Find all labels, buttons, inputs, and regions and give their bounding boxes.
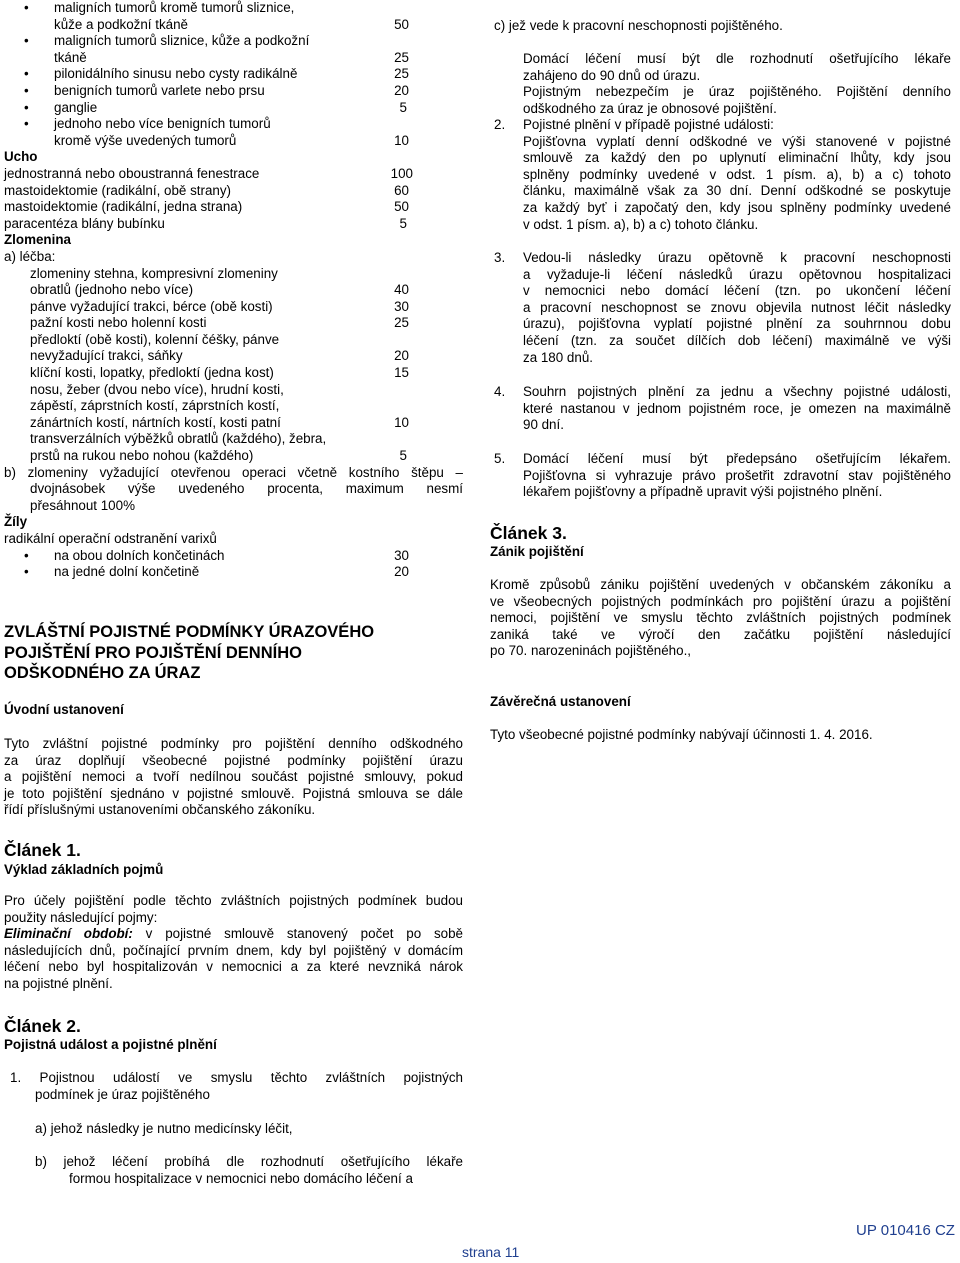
paragraph-line: a pojištění nemoci a tvoří nedílnou součást pojistné smlouvy, pokud (4, 769, 463, 785)
percent-value: 15 (394, 365, 409, 381)
benefit-label: a) léčba: (4, 248, 56, 264)
document-code: UP 010416 CZ (856, 1222, 955, 1239)
bullet-icon: • (24, 564, 29, 580)
article-2-subtitle: Pojistná událost a pojistné plnění (4, 1037, 217, 1052)
benefit-label: maligních tumorů kromě tumorů sliznice, (54, 0, 295, 15)
article-2-item-1 (10, 1070, 463, 1103)
article-3-title: Článek 3. (490, 523, 567, 543)
percent-value: 40 (394, 282, 409, 298)
paragraph-line: Kromě způsobů zániku pojištění uvedených v občanském zákoníku a (490, 577, 951, 592)
paragraph-line: zahájeno do 90 dnů od úrazu. (523, 67, 701, 83)
section-heading: Ucho (4, 149, 38, 165)
paragraph-line: úrazu), pojišťovna vyplatí pojistné plnění za souhrnnou dobu (523, 316, 951, 332)
percent-value: 5 (399, 215, 407, 231)
benefit-table (4, 0, 464, 581)
benefit-row (4, 100, 464, 117)
paragraph-line: a pracovní neschopnost se znovu objevila nutnost léčit následky (523, 299, 951, 315)
article-3-text (490, 577, 951, 660)
benefit-label: tkáně (54, 49, 87, 65)
percent-value: 100 (390, 165, 413, 181)
paragraph-line: podmínek je úraz pojištěného (35, 1086, 210, 1102)
paragraph-line: Pojišťovna si vyhrazuje právo prošetřit zdravotní stav pojištěného (523, 467, 951, 483)
benefit-row (4, 183, 464, 200)
benefit-label: nevyžadující trakci, sáňky (30, 348, 183, 364)
paragraph-line: řídí příslušnými ustanoveními občanského zákoníku. (4, 802, 316, 818)
item-5-number: 5. (494, 451, 506, 466)
benefit-row (4, 83, 464, 100)
percent-value: 10 (394, 414, 409, 430)
percent-value: 30 (394, 547, 409, 563)
benefit-row (4, 448, 464, 465)
benefit-row (4, 0, 464, 17)
section-heading: Zlomenina (4, 232, 71, 248)
paragraph-line: splněny podmínky uvedené v odst. 1 písm. a), b) a c) tohoto (523, 166, 951, 182)
benefit-label: klíční kosti, lopatky, předloktí (jedna kost) (30, 365, 274, 381)
paragraph-line: léčení (tzn. za součet dílčích dob léčení) maximálně ve výši (523, 332, 951, 348)
article-3-subtitle: Zánik pojištění (490, 544, 584, 559)
item-4-number: 4. (494, 384, 506, 399)
paragraph-line: ve všeobecných pojistných podmínkách pro pojištění úrazu a pojištění (490, 593, 951, 609)
benefit-label: radikální operační odstranění varixů (4, 531, 217, 546)
benefit-label: předloktí (obě kosti), kolenní čéšky, pánve (30, 331, 280, 347)
paragraph-line: na pojistné plnění. (4, 975, 113, 991)
percent-value: 25 (394, 49, 409, 65)
percent-value: 20 (394, 348, 409, 364)
home-treatment-paragraph (523, 51, 951, 117)
benefit-label: prstů na rukou nebo nohou (každého) (30, 448, 254, 464)
section-title-line: POJIŠTĚNÍ PRO POJIŠTĚNÍ DENNÍHO (4, 643, 302, 662)
benefit-label: maligních tumorů sliznice, kůže a podkožní (54, 33, 310, 49)
benefit-row (4, 431, 464, 448)
benefit-label: na obou dolních končetinách (54, 547, 225, 563)
benefit-row (4, 564, 464, 581)
paragraph-line: za 180 dnů. (523, 349, 593, 365)
bullet-icon: • (24, 99, 29, 115)
percent-value: 25 (394, 315, 409, 331)
paragraph-line: je toto pojištění sjednáno v pojistné smlouvě. Pojistná smlouva se dále (4, 785, 463, 801)
paragraph-line: b) jehož léčení probíhá dle rozhodnutí ošetřujícího lékaře (35, 1154, 463, 1169)
benefit-label: jednostranná nebo oboustranná fenestrace (4, 165, 260, 181)
paragraph-line: použity následující pojmy: (4, 909, 158, 925)
bullet-icon: • (24, 33, 29, 49)
definition-text: v pojistné smlouvě stanovený počet po sobě (132, 926, 463, 942)
section-heading-row (4, 232, 464, 249)
benefit-label: mastoidektomie (radikální, jedna strana) (4, 199, 243, 215)
article-2-title: Článek 2. (4, 1016, 81, 1036)
benefit-label: na jedné dolní končetině (54, 564, 200, 580)
benefit-row (4, 548, 464, 565)
item-2-text (523, 117, 951, 233)
section-heading: Žíly (4, 514, 28, 530)
paragraph-line: smlouvě za každý den po uplynutí eliminační lhůty, kdy jsou (523, 150, 951, 166)
paragraph-line: za úraz doplňují všeobecné pojistné podmínky pojištění úrazu (4, 752, 463, 768)
item-3-number: 3. (494, 250, 506, 265)
section-heading-row (4, 514, 464, 531)
benefit-label: pánve vyžadující trakci, bérce (obě kosti) (30, 298, 273, 314)
benefit-row (4, 415, 464, 432)
item-4-text (523, 384, 951, 434)
definition-term: Eliminační období: (4, 926, 133, 942)
paragraph-line: Pojistné plnění v případě pojistné události: (523, 117, 774, 132)
benefit-label: paracentéza blány bubínku (4, 215, 165, 231)
paragraph-line: Pojistným nebezpečím je úraz pojištěného. Pojištění denního (523, 84, 951, 100)
benefit-label: jednoho nebo více benigních tumorů (54, 116, 271, 132)
intro-paragraph (4, 736, 463, 819)
paragraph-line: v odst. 1 písm. a), b) a c) tohoto článku. (523, 216, 759, 232)
percent-value: 5 (399, 448, 407, 464)
item-3-text (523, 250, 951, 366)
paragraph-line: zaniká také ve výročí den začátku pojištění následující (490, 626, 951, 642)
paragraph-line: léčení nebo byl hospitalizován v nemocnici a za které nevzniká nárok (4, 959, 463, 975)
benefit-row (4, 66, 464, 83)
paragraph-line: formou hospitalizace v nemocnici nebo domácího léčení a (69, 1170, 413, 1186)
article-1-subtitle: Výklad základních pojmů (4, 862, 164, 877)
benefit-label: pažní kosti nebo holenní kosti (30, 315, 207, 331)
percent-value: 50 (394, 199, 409, 215)
percent-value: 60 (394, 182, 409, 198)
benefit-row (4, 365, 464, 382)
paragraph-line: Tyto zvláštní pojistné podmínky pro pojištění denního odškodného (4, 736, 463, 751)
benefit-row (4, 332, 464, 349)
benefit-row (4, 481, 464, 498)
paragraph-line: Pro účely pojištění podle těchto zvláštních pojistných podmínek budou (4, 893, 463, 908)
benefit-row (4, 266, 464, 283)
paragraph-line: Vedou-li následky úrazu opětovně k pracovní neschopnosti (523, 250, 951, 265)
article-1-title: Článek 1. (4, 840, 81, 860)
benefit-row (4, 282, 464, 299)
section-title (4, 622, 374, 684)
benefit-row (4, 116, 464, 133)
item-2-number: 2. (494, 117, 506, 132)
benefit-row (4, 33, 464, 50)
article-1-text (4, 893, 463, 993)
benefit-label: kromě výše uvedených tumorů (54, 132, 237, 148)
paragraph-line: v nemocnici nebo domácí léčení (tzn. po ukončení léčení (523, 283, 951, 299)
bullet-icon: • (24, 0, 29, 15)
item-5-text (523, 451, 951, 501)
percent-value: 20 (394, 564, 409, 580)
percent-value: 25 (394, 66, 409, 82)
paragraph-line: Domácí léčení musí být předepsáno ošetřujícím lékařem. (523, 451, 951, 466)
percent-value: 30 (394, 298, 409, 314)
definition-line (4, 926, 463, 943)
percent-value: 20 (394, 82, 409, 98)
benefit-row (4, 498, 464, 515)
paragraph-line: za každý byť i započatý den, kdy jsou splněny podmínky uvedené (523, 199, 951, 215)
benefit-label: zápěstí, záprstních kostí, záprstních kostí, (30, 398, 280, 414)
percent-value: 10 (394, 132, 409, 148)
paragraph-line: článku, maximálně však za 30 dní. Denní odškodné se poskytuje (523, 183, 951, 199)
bullet-icon: • (24, 82, 29, 98)
benefit-row (4, 166, 464, 183)
section-heading-row (4, 149, 464, 166)
item-c: c) jež vede k pracovní neschopnosti pojištěného. (494, 18, 783, 33)
benefit-label: dvojnásobek výše uvedeného procenta, maximum nesmí (30, 481, 463, 497)
paragraph-line: které nastanou v jednom pojistném roce, je omezen na maximálně (523, 400, 951, 416)
benefit-row (4, 315, 464, 332)
benefit-row (4, 249, 464, 266)
paragraph-line: následujících dnů, počínající prvním dnem, kdy byl pojištěný v domácím (4, 942, 463, 958)
paragraph-line: nemoci, pojištění ve smyslu těchto zvláštních pojistných podmínek (490, 610, 951, 626)
benefit-label: přesáhnout 100% (30, 497, 135, 513)
benefit-label: obratlů (jednoho nebo více) (30, 282, 194, 298)
paragraph-line: a vyžaduje-li léčení následků úrazu opětovnou hospitalizaci (523, 266, 951, 282)
benefit-row (4, 17, 464, 34)
paragraph-line: Souhrn pojistných plnění za jednu a všechny pojistné události, (523, 384, 951, 399)
percent-value: 50 (394, 16, 409, 32)
paragraph-line: Pojišťovna vyplatí denní odškodné ve výši stanovené v pojistné (523, 133, 951, 149)
article-2-item-a: a) jehož následky je nutno medicínsky léčit, (35, 1121, 293, 1136)
benefit-label: mastoidektomie (radikální, obě strany) (4, 182, 231, 198)
bullet-icon: • (24, 547, 29, 563)
page-number: strana 11 (462, 1244, 520, 1260)
paragraph-line: po 70. narozeninách pojištěného., (490, 643, 692, 659)
paragraph-line: 1. Pojistnou událostí ve smyslu těchto zvláštních pojistných (10, 1070, 463, 1085)
section-title-line: ZVLÁŠTNÍ POJISTNÉ PODMÍNKY ÚRAZOVÉHO (4, 623, 375, 641)
article-2-item-b (35, 1154, 463, 1187)
section-title-line: ODŠKODNÉHO ZA ÚRAZ (4, 664, 201, 682)
benefit-label: transverzálních výběžků obratlů (každého), žebra, (30, 431, 327, 447)
bullet-icon: • (24, 116, 29, 132)
benefit-label: pilonidálního sinusu nebo cysty radikálně (54, 66, 298, 82)
benefit-row (4, 398, 464, 415)
benefit-row (4, 299, 464, 316)
benefit-row (4, 382, 464, 399)
benefit-label: zlomeniny stehna, kompresivní zlomeniny (30, 265, 278, 281)
benefit-row (4, 199, 464, 216)
benefit-label: zánártních kostí, nártních kostí, kosti patní (30, 414, 281, 430)
benefit-label: nosu, žeber (dvou nebo více), hrudní kosti, (30, 381, 284, 397)
paragraph-line: 90 dní. (523, 417, 564, 433)
benefit-row (4, 216, 464, 233)
paragraph-line: odškodného za úraz je obnosové pojištění. (523, 100, 777, 116)
benefit-label: b) zlomeniny vyžadující otevřenou operaci včetně kostního štěpu – (4, 464, 463, 480)
percent-value: 5 (399, 99, 407, 115)
paragraph-line: lékařem pojišťovny a případně upravit výši pojistného plnění. (523, 484, 883, 500)
benefit-label: benigních tumorů varlete nebo prsu (54, 82, 265, 98)
final-heading: Závěrečná ustanovení (490, 694, 631, 709)
benefit-row (4, 133, 464, 150)
final-text: Tyto všeobecné pojistné podmínky nabývají účinnosti 1. 4. 2016. (490, 727, 873, 742)
paragraph-line: Domácí léčení musí být dle rozhodnutí ošetřujícího lékaře (523, 51, 951, 66)
benefit-row (4, 50, 464, 67)
benefit-row (4, 465, 464, 482)
benefit-row (4, 531, 464, 548)
benefit-label: ganglie (54, 99, 98, 115)
benefit-label: kůže a podkožní tkáně (54, 16, 188, 32)
intro-heading: Úvodní ustanovení (4, 702, 124, 717)
bullet-icon: • (24, 66, 29, 82)
benefit-row (4, 348, 464, 365)
